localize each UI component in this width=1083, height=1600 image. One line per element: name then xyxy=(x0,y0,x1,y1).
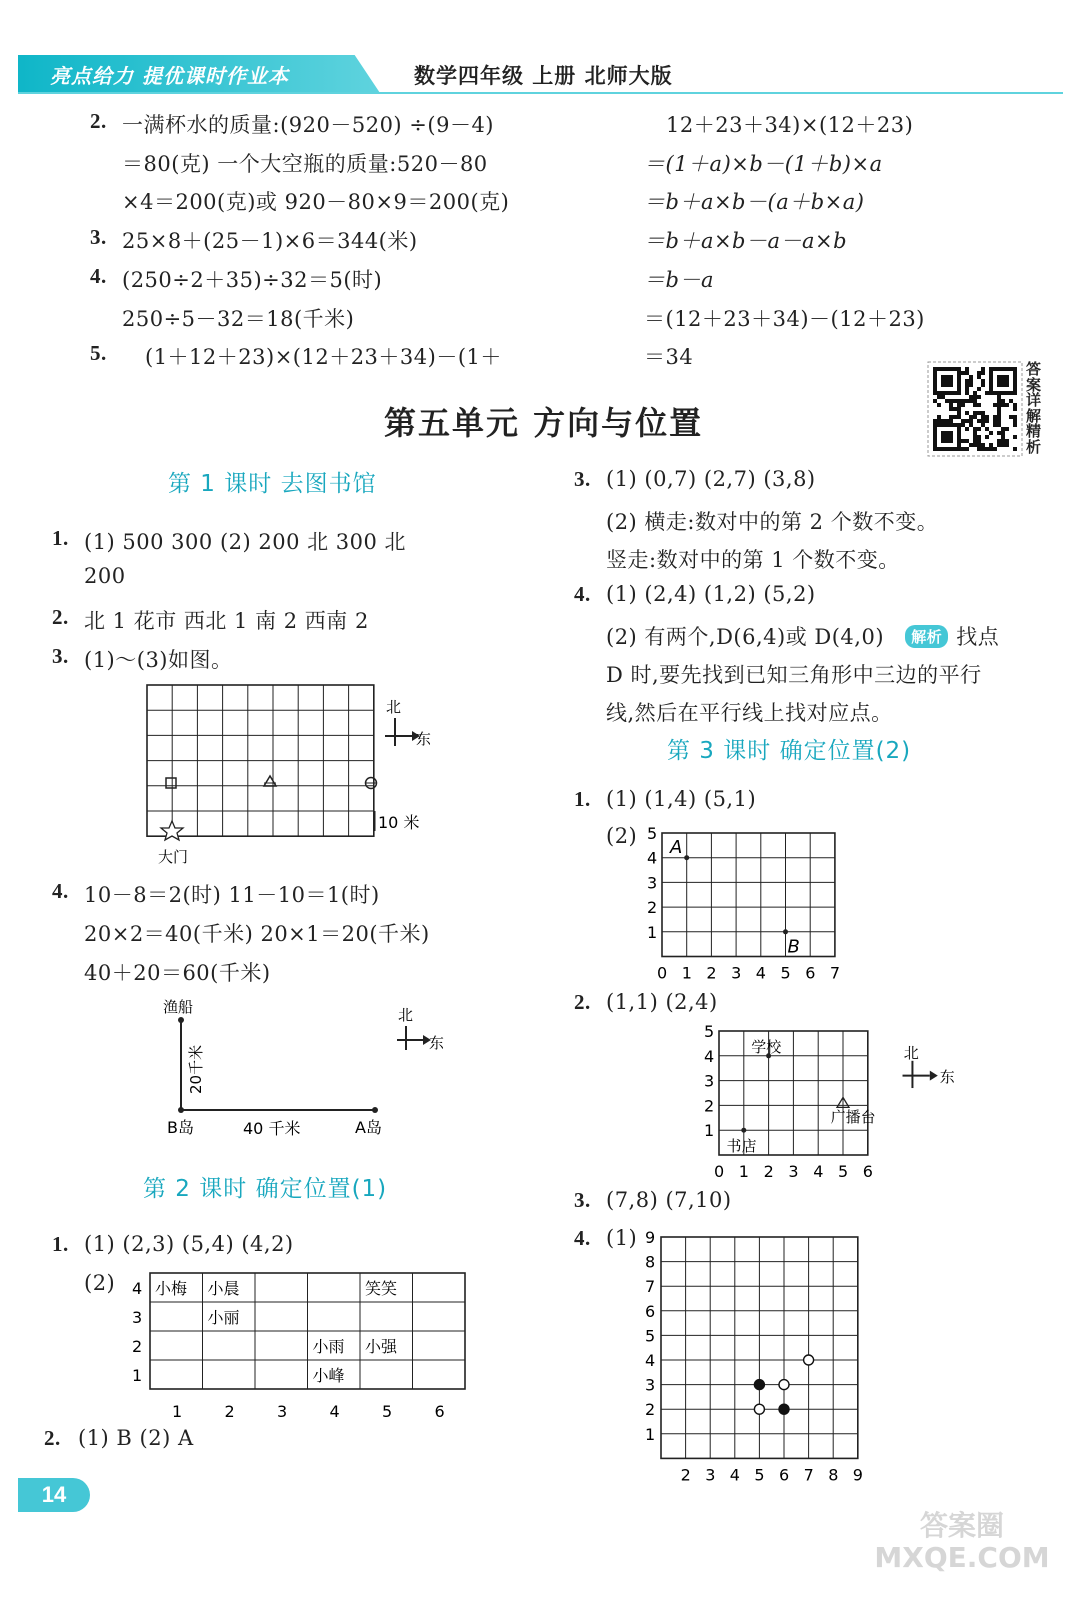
seat-cell: 笑笑 xyxy=(365,1279,398,1298)
subject-title: 数学四年级 上册 北师大版 xyxy=(414,64,673,88)
compass-icon xyxy=(397,1026,431,1050)
unit-title: 第五单元 方向与位置 xyxy=(384,404,704,442)
y-tick: 4 xyxy=(704,1046,715,1066)
seat-cell: 小梅 xyxy=(155,1279,188,1298)
left-answer-line: ×4＝200(克)或 920－80×9＝200(克) xyxy=(122,190,510,215)
right-answer-line: 12＋23＋34)×(12＋23) xyxy=(666,113,914,137)
x-tick: 2 xyxy=(763,1162,774,1181)
left-answer-line: (1＋12＋23)×(12＋23＋34)－(1＋ xyxy=(145,345,502,370)
l1-q1-text2: 200 xyxy=(84,564,126,588)
l1-q2-num: 2. xyxy=(52,605,69,629)
chess-piece xyxy=(804,1355,814,1365)
north-label: 北 xyxy=(398,1006,414,1024)
x-tick: 5 xyxy=(838,1162,849,1181)
x-tick: 3 xyxy=(705,1465,716,1485)
school-label: 学校 xyxy=(751,1037,782,1056)
seat-row-label: 4 xyxy=(132,1279,143,1298)
y-tick: 6 xyxy=(645,1301,656,1321)
right-answer-line: ＝b＋a×b－(a＋b×a) xyxy=(644,190,865,215)
x-tick: 5 xyxy=(754,1465,765,1485)
y-tick: 9 xyxy=(645,1228,656,1247)
watermark: 答案圈 MXQE.COM xyxy=(874,1509,1050,1574)
east-label: 东 xyxy=(939,1067,955,1086)
compass-icon xyxy=(385,718,420,746)
north-label: 北 xyxy=(386,698,402,716)
seat-cell: 小峰 xyxy=(312,1366,345,1385)
qr-caption: 答案详解精析 xyxy=(1026,360,1042,456)
lesson3-title: 第 3 课时 确定位置(2) xyxy=(667,738,912,764)
right-answer-line: ＝b－a xyxy=(644,267,714,292)
l3-q3-text: (7,8) (7,10) xyxy=(606,1188,732,1212)
l3-q1-text: (1) (1,4) (5,1) xyxy=(606,787,757,811)
left-answer-num: 2. xyxy=(90,109,107,133)
r-q4-text: (1) (2,4) (1,2) (5,2) xyxy=(606,582,816,606)
x-tick: 7 xyxy=(803,1465,814,1485)
l3-q2-text: (1,1) (2,4) xyxy=(606,990,718,1014)
seat-cell: 小雨 xyxy=(312,1337,345,1356)
y-tick: 1 xyxy=(647,922,658,942)
l2-q1-text: (1) (2,3) (5,4) (4,2) xyxy=(84,1232,294,1256)
right-answer-line: ＝(1＋a)×b－(1＋b)×a xyxy=(644,151,883,176)
x-tick: 1 xyxy=(681,963,692,983)
seat-cell: 小晨 xyxy=(207,1279,240,1298)
store-label: 书店 xyxy=(726,1137,757,1155)
l1-q3-text: (1)～(3)如图。 xyxy=(84,648,233,672)
l3-grid-ab xyxy=(640,822,850,983)
l3-q1-num: 1. xyxy=(574,787,591,811)
x-tick: 5 xyxy=(780,963,791,983)
x-tick: 3 xyxy=(788,1162,799,1181)
seat-col-label: 4 xyxy=(329,1402,340,1421)
chess-piece xyxy=(779,1380,789,1390)
qr-code[interactable] xyxy=(928,362,1022,456)
x-tick: 6 xyxy=(862,1162,873,1181)
seat-row-label: 3 xyxy=(132,1308,143,1327)
boat-label: 渔船 xyxy=(163,998,194,1016)
y-tick: 2 xyxy=(647,898,658,918)
y-tick: 5 xyxy=(645,1326,656,1346)
l1-q3-num: 3. xyxy=(52,644,69,668)
scale-label: 10 米 xyxy=(378,813,420,832)
l2-q1-sub: (2) xyxy=(84,1271,116,1295)
x-tick: 2 xyxy=(706,963,717,983)
east-label: 东 xyxy=(429,1034,445,1052)
l2-q1-num: 1. xyxy=(52,1232,69,1256)
l2-q2-num: 2. xyxy=(44,1426,61,1450)
r-q4-text3: D 时,要先找到已知三角形中三边的平行 xyxy=(606,663,982,687)
l2-q2-text: (1) B (2) A xyxy=(78,1426,194,1450)
gate-label: 大门 xyxy=(158,848,189,866)
right-answer-line: ＝(12＋23＋34)－(12＋23) xyxy=(644,306,925,331)
x-tick: 4 xyxy=(813,1162,824,1181)
left-answer-line: 250÷5－32＝18(千米) xyxy=(122,306,355,331)
qr-code-icon xyxy=(928,362,1022,456)
y-tick: 1 xyxy=(704,1121,715,1141)
seat-chart xyxy=(125,1268,475,1423)
chess-piece xyxy=(754,1404,764,1414)
star-icon xyxy=(161,821,183,840)
l1-q1-num: 1. xyxy=(52,526,69,550)
north-label: 北 xyxy=(903,1043,919,1062)
r-q3-num: 3. xyxy=(574,467,591,491)
x-tick: 8 xyxy=(828,1465,839,1485)
r-q3-text: (1) (0,7) (2,7) (3,8) xyxy=(606,467,816,491)
seat-col-label: 6 xyxy=(434,1402,445,1421)
l3-q4-num: 4. xyxy=(574,1226,591,1250)
header-rule xyxy=(18,92,1063,94)
y-tick: 1 xyxy=(645,1424,656,1444)
store-point xyxy=(741,1128,746,1133)
x-tick: 3 xyxy=(731,963,742,983)
right-answer-line: ＝b＋a×b－a－a×b xyxy=(644,229,848,254)
r-q4-text4: 线,然后在平行线上找对应点。 xyxy=(606,701,893,725)
left-answer-num: 5. xyxy=(90,341,107,366)
left-answer-line: 25×8＋(25－1)×6＝344(米) xyxy=(122,229,418,254)
y-tick: 8 xyxy=(645,1252,656,1272)
y-tick: 3 xyxy=(647,873,658,893)
seat-row-label: 1 xyxy=(132,1366,143,1385)
l3-q3-num: 3. xyxy=(574,1188,591,1212)
left-answer-line: ＝80(克) 一个大空瓶的质量:520－80 xyxy=(122,151,488,176)
l1-island-map xyxy=(155,990,455,1145)
y-tick: 5 xyxy=(704,1022,715,1041)
x-tick: 4 xyxy=(729,1465,740,1485)
x-tick: 6 xyxy=(779,1465,790,1485)
l3-q2-num: 2. xyxy=(574,990,591,1014)
point-b-label: B xyxy=(787,936,800,958)
l1-q4-text3: 40＋20＝60(千米) xyxy=(84,961,271,985)
x-tick: 4 xyxy=(755,963,766,983)
y-tick: 4 xyxy=(647,848,658,868)
page-number: 14 xyxy=(18,1478,90,1512)
r-q4-answer: (2) 有两个,D(6,4)或 D(4,0) xyxy=(606,625,885,649)
x-tick: 0 xyxy=(714,1162,725,1181)
l1-library-grid xyxy=(140,680,450,870)
y-tick: 2 xyxy=(704,1096,715,1116)
vertical-distance-label: 20千米 xyxy=(187,1044,205,1094)
r-q3-text2: (2) 横走:数对中的第 2 个数不变。 xyxy=(606,510,939,534)
l3-grid-points xyxy=(636,1225,876,1485)
x-tick: 0 xyxy=(657,963,668,983)
lesson1-title: 第 1 课时 去图书馆 xyxy=(168,471,377,497)
l3-grid-school xyxy=(700,1020,960,1180)
x-tick: 9 xyxy=(852,1465,863,1485)
seat-col-label: 2 xyxy=(224,1402,235,1421)
horizontal-distance-label: 40 千米 xyxy=(243,1119,301,1138)
chess-piece xyxy=(779,1404,789,1414)
east-label: 东 xyxy=(416,730,432,748)
left-answer-num: 4. xyxy=(90,263,107,288)
radio-label: 广播台 xyxy=(830,1108,876,1127)
l1-q4-text: 10－8＝2(时) 11－10＝1(时) xyxy=(84,883,380,907)
seat-col-label: 1 xyxy=(172,1402,183,1421)
left-answer-num: 3. xyxy=(90,225,107,250)
seat-col-label: 5 xyxy=(382,1402,393,1421)
seat-row-label: 2 xyxy=(132,1337,143,1356)
seat-col-label: 3 xyxy=(277,1402,288,1421)
x-tick: 2 xyxy=(680,1465,691,1485)
seat-cell: 小丽 xyxy=(207,1308,240,1327)
square-marker xyxy=(166,778,176,788)
r-q4-num: 4. xyxy=(574,582,591,606)
y-tick: 2 xyxy=(645,1400,656,1420)
x-tick: 7 xyxy=(829,963,841,983)
l1-q4-num: 4. xyxy=(52,879,69,903)
l1-q2-text: 北 1 花市 西北 1 南 2 西南 2 xyxy=(84,609,369,633)
triangle-marker xyxy=(264,776,276,786)
y-tick: 4 xyxy=(645,1351,656,1370)
y-tick: 3 xyxy=(645,1375,656,1395)
y-tick: 7 xyxy=(645,1277,656,1297)
a-island-label: A岛 xyxy=(355,1118,382,1137)
x-tick: 6 xyxy=(805,963,816,983)
seat-cell: 小强 xyxy=(365,1337,398,1356)
lesson2-title: 第 2 课时 确定位置(1) xyxy=(143,1176,388,1202)
right-answer-line: ＝34 xyxy=(644,345,694,370)
point-a-label: A xyxy=(670,837,683,858)
left-answer-line: (250÷2＋35)÷32＝5(时) xyxy=(122,267,383,292)
y-tick: 3 xyxy=(704,1071,715,1091)
l3-q4-text: (1) xyxy=(606,1226,638,1250)
analysis-badge: 解析 xyxy=(905,625,948,648)
brand-title: 亮点给力 提优课时作业本 xyxy=(50,64,289,88)
l3-q1-sub: (2) xyxy=(606,824,638,848)
l1-q1-text: (1) 500 300 (2) 200 北 300 北 xyxy=(84,530,407,554)
point-b xyxy=(783,929,788,934)
r-q4-text2 xyxy=(606,621,999,651)
left-answer-line: 一满杯水的质量:(920－520) ÷(9－4) xyxy=(122,113,495,137)
point-a xyxy=(684,855,689,860)
l1-q4-text2: 20×2＝40(千米) 20×1＝20(千米) xyxy=(84,922,430,946)
chess-piece xyxy=(754,1380,764,1390)
y-tick: 5 xyxy=(647,824,658,843)
r-q4-find: 找点 xyxy=(956,625,1000,649)
r-q3-text3: 竖走:数对中的第 1 个数不变。 xyxy=(606,548,900,572)
b-island-label: B岛 xyxy=(167,1118,194,1137)
x-tick: 1 xyxy=(738,1162,749,1181)
